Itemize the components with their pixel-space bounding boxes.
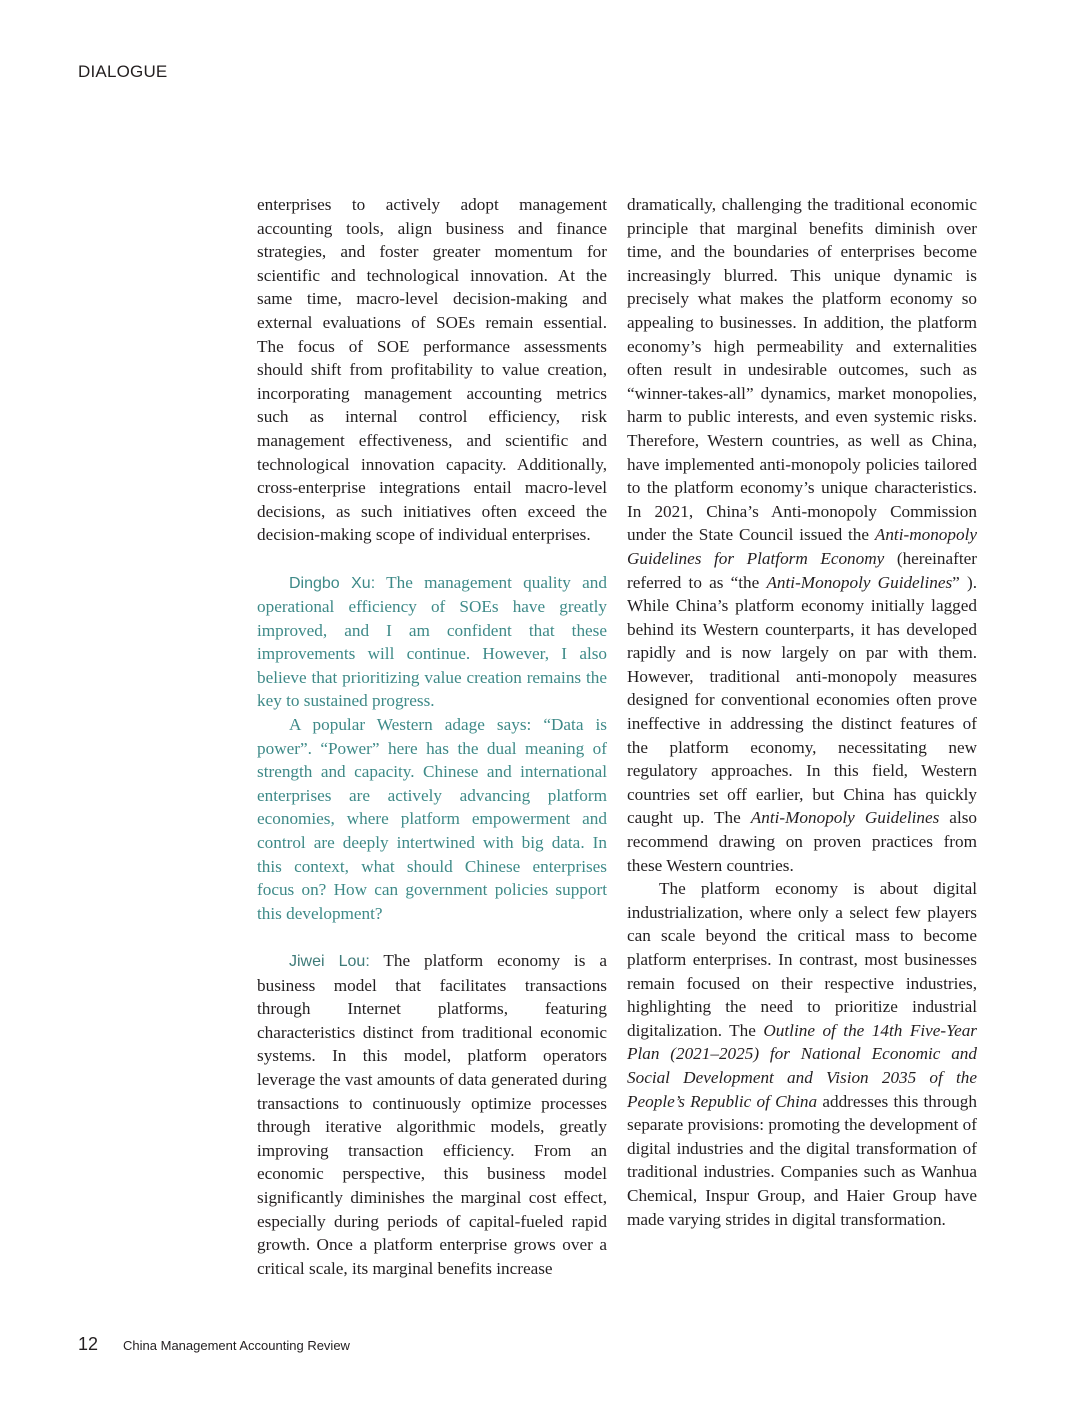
question-text: The management quality and operational efficiency of SOEs have greatly improved, and I am confident that these improvements will continue. However, I also believe that prioritizing value creation remains the key to sustained progress.	[257, 572, 607, 711]
speaker-label: Jiwei Lou:	[289, 953, 370, 970]
page-number: 12	[78, 1334, 99, 1354]
right-column	[627, 193, 977, 1231]
page-footer	[78, 1334, 350, 1355]
question-paragraph: A popular Western adage says: “Data is power”. “Power” here has the dual meaning of strength and capacity. Chinese and international enterprises are actively advancing platform economies, where platform empowerment and control are deeply intertwined with big data. In this context, what should Chinese enterprises focus on? How can government policies support this development?	[257, 715, 607, 923]
section-label: DIALOGUE	[78, 62, 168, 81]
document-title: Outline of the 14th Five-Year Plan (2021–2025) for National Economic and Social Development and Vision 2035 of the People’s Republic of China	[627, 1020, 977, 1111]
answer-paragraph	[257, 949, 607, 1280]
question-paragraph	[257, 571, 607, 714]
speaker-label: Dingbo Xu:	[289, 574, 376, 592]
text-run: dramatically, challenging the traditional economic principle that marginal benefits diminish over time, and the boundaries of enterprises become increasingly blurred. This unique dynamic is precisely what makes the platform economy so appealing to businesses. In addition, the platform economy’s high permeability and externalities often result in undesirable outcomes, such as “winner-takes-all” dynamics, market monopolies, harm to public interests, and even systemic risks. Therefore, Western countries, as well as China, have implemented anti-monopoly policies tailored to the platform economy’s unique characteristics. In 2021, China’s Anti-monopoly Commission under the State Council issued the	[627, 195, 977, 545]
text-run: also recommend drawing on proven practices from these Western countries.	[627, 808, 977, 875]
answer-text: The platform economy is a business model that facilitates transactions through Internet platforms, featuring characteristics distinct from traditional economic systems. In this model, platform operators leverage the vast amounts of data generated during transactions to continuously optimize processes through iterative algorithmic models, greatly improving transaction efficiency. From an economic perspective, this business model significantly diminishes the marginal cost effect, especially during periods of capital-fueled rapid growth. Once a platform enterprise grows over a critical scale, its marginal benefits increase	[257, 951, 607, 1278]
journal-title: China Management Accounting Review	[123, 1338, 350, 1353]
left-column	[257, 193, 607, 1280]
text-run: (hereinafter referred to as “the	[627, 548, 977, 592]
paragraph	[627, 877, 977, 1231]
document-title: Anti-monopoly Guidelines for Platform Economy	[627, 525, 977, 568]
text-run: addresses this through separate provisions: promoting the development of digital industries and the digital transformation of traditional industries. Companies such as Wanhua Chemical, Inspur Group, and Haier Group have made varying strides in digital transformation.	[627, 1091, 977, 1229]
document-title: Anti-Monopoly Guidelines	[766, 572, 953, 592]
document-title: Anti-Monopoly Guidelines	[750, 808, 940, 828]
text-run: ” ). While China’s platform economy initially lagged behind its Western counterparts, it has developed rapidly and is now largely on par with them. However, traditional anti-monopoly measures designed for conventional economies often prove ineffective in addressing the distinct features of the platform economy, necessitating new regulatory approaches. In this field, Western countries set off earlier, but China has quickly caught up. The	[627, 572, 977, 828]
paragraph: enterprises to actively adopt management accounting tools, align business and finance strategies, and foster greater momentum for scientific and technological innovation. At the same time, macro-level decision-making and external evaluations of SOEs remain essential. The focus of SOE performance assessments should shift from profitability to value creation, incorporating management accounting metrics such as internal control efficiency, risk management effectiveness, and scientific and technological innovation capacity. Additionally, cross-enterprise integrations entail macro-level decisions, as such initiatives often exceed the decision-making scope of individual enterprises.	[257, 195, 607, 545]
text-run: The platform economy is about digital industrialization, where only a select few players can scale beyond the critical mass to become platform enterprises. In contrast, most businesses remain focused on their respective industries, highlighting the need to prioritize industrial digitalization. The	[627, 879, 977, 1040]
paragraph	[627, 193, 977, 877]
